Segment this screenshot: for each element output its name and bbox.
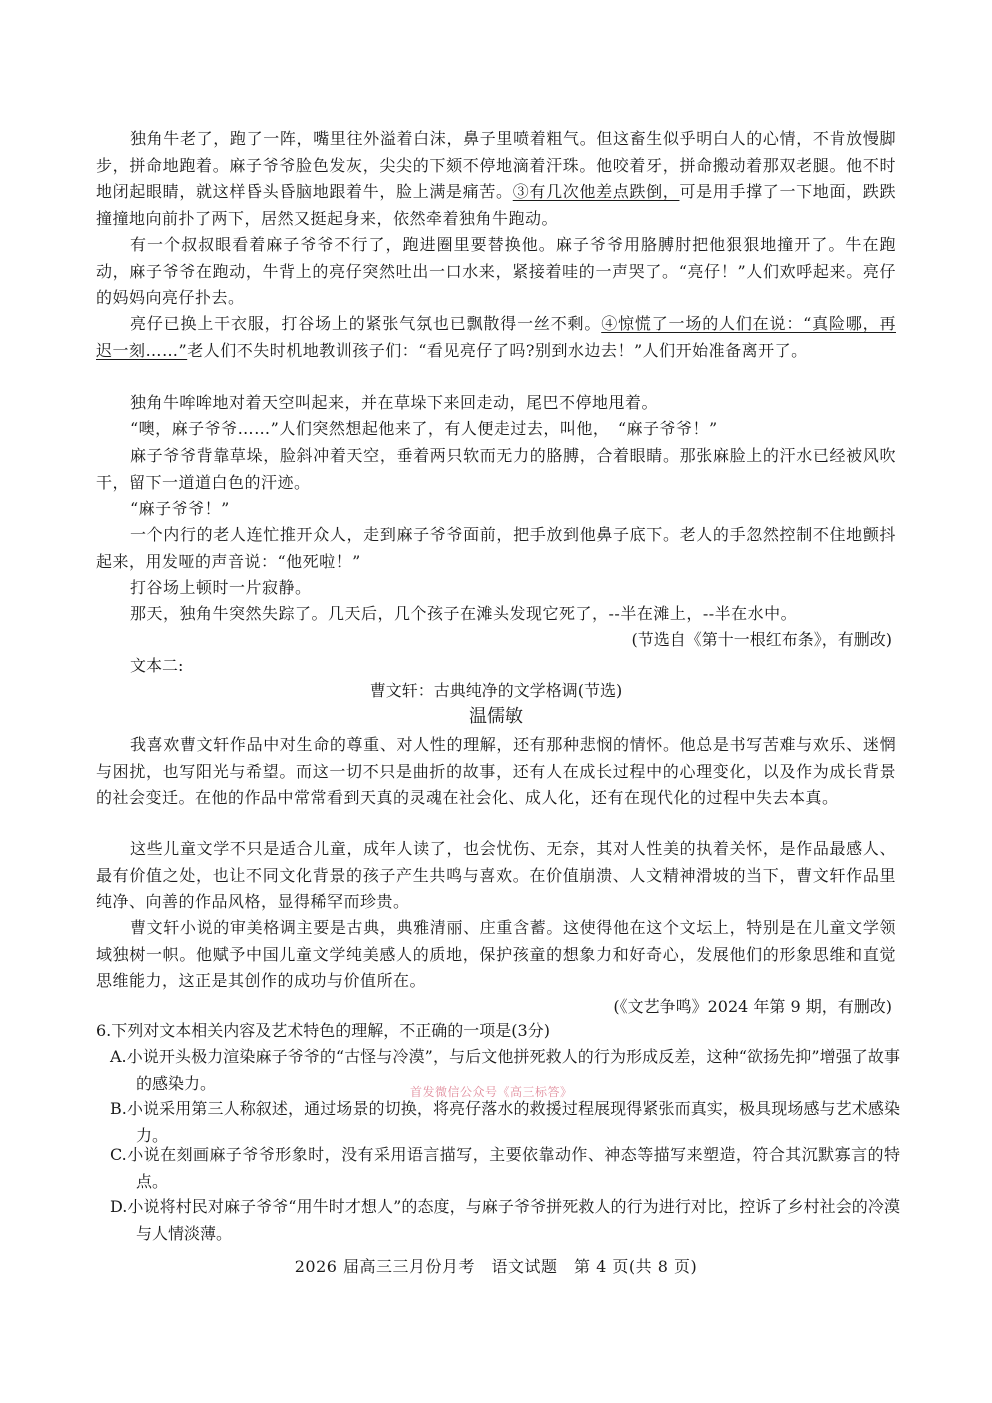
paragraph-aesthetic-style: 曹文轩小说的审美格调主要是古典，典雅清丽、庄重含蓄。这使得他在这个文坛上，特别是在儿童文学领域独树一帜。他赋予中国儿童文学纯美感人的质地，保护孩童的想象力和好奇心，发展他们的形象思维和直觉思维能力，这正是其创作的成功与价值所在。 [96,918,896,990]
paragraph-tension-fades [96,311,896,364]
text-run: 老人们不失时机地教训孩子们：“看见亮仔了吗?别到水边去！”人们开始准备离开了。 [187,340,808,360]
underlined-sentence-4: ④惊慌了一场的人们在说：“真险哪，再迟一刻……” [96,314,896,360]
text-run: 独角牛老了，跑了一阵，嘴里往外溢着白沫，鼻子里喷着粗气。但这畜生似乎明白人的心情，不肯放慢脚步，拼命地跑着。麻子爷爷脸色发灰，尖尖的下颏不停地滴着汗珠。他咬着牙，拼命搬动着那双老腿。他不时地闭起眼睛，就这样昏头昏脑地跟着牛，脸上满是痛苦。 [96,129,896,201]
option-c-text: C.小说在刻画麻子爷爷形象时，没有采用语言描写，主要依靠动作、神态等描写来塑造，符合其沉默寡言的特点。 [110,1145,900,1191]
paragraph-call-grandpa: “噢，麻子爷爷……”人们突然想起他来了，有人便走过去，叫他， “麻子爷爷！” [130,419,718,438]
underlined-sentence-3: ③有几次他差点跌倒， [512,182,680,201]
article-author: 温儒敏 [469,706,523,727]
paragraph-grandpa-still: 麻子爷爷背靠草垛，脸斜冲着天空，垂着两只软而无力的胳膊，合着眼睛。那张麻脸上的汗水已经被风吹干，留下一道道白色的汗迹。 [96,446,896,492]
paragraph-ox-running [96,126,896,232]
option-d [110,1194,900,1247]
text-run: 亮仔已换上干衣服，打谷场上的紧张气氛也已飘散得一丝不剩。 [130,314,602,333]
source-citation-1: (节选自《第十一根红布条》，有删改) [631,630,892,649]
paragraph-ox-mooing: 独角牛哞哞地对着天空叫起来，并在草垛下来回走动，尾巴不停地甩着。 [130,393,659,412]
page-footer: 2026 届高三三月份月考 语文试题 第 4 页(共 8 页) [294,1257,698,1276]
paragraph-call-again: “麻子爷爷！” [130,499,230,518]
paragraph-old-man-check: 一个内行的老人连忙推开众人，走到麻子爷爷面前，把手放到他鼻子底下。老人的手忽然控制不住地颤抖起来，用发哑的声音说：“他死啦！” [96,525,896,571]
paragraph-respect-life: 我喜欢曹文轩作品中对生命的尊重、对人性的理解，还有那种悲悯的情怀。他总是书写苦难与欢乐、迷惘与困扰，也写阳光与希望。而这一切不只是曲折的故事，还有人在成长过程中的心理变化，以及作为成长背景的社会变迁。在他的作品中常常看到天真的灵魂在社会化、成人化，还有在现代化的过程中失去本真。 [96,735,896,807]
paragraph-ox-gone: 那天，独角牛突然失踪了。几天后，几个孩子在滩头发现它死了，--半在滩上，--半在水中。 [130,604,798,623]
text-run: 可是用手撑了一下地面，跌跌撞撞地向前扑了两下，居然又挺起身来，依然牵着独角牛跑动。 [96,182,896,228]
paragraph-childrens-lit: 这些儿童文学不只是适合儿童，成年人读了，也会忧伤、无奈，其对人性美的执着关怀，是作品最感人、最有价值之处，也让不同文化背景的孩子产生共鸣与喜欢。在价值崩溃、人文精神滑坡的当下，曹文轩作品里纯净、向善的作品风格，显得稀罕而珍贵。 [96,839,896,911]
section-label-text-two: 文本二: [130,656,184,675]
article-title: 曹文轩：古典纯净的文学格调(节选) [369,681,623,700]
question-6-stem: 6.下列对文本相关内容及艺术特色的理解，不正确的一项是(3分) [96,1021,550,1040]
option-c [110,1142,900,1195]
watermark-text: 首发微信公众号《高三标答》 [410,1085,573,1099]
option-d-text: D.小说将村民对麻子爷爷“用牛时才想人”的态度，与麻子爷爷拼死救人的行为进行对比，控诉了乡村社会的冷漠与人情淡薄。 [110,1197,900,1243]
paragraph-silence: 打谷场上顿时一片寂静。 [130,578,312,597]
option-b-text: B.小说采用第三人称叙述，通过场景的切换，将亮仔落水的救援过程展现得紧张而真实，极具现场感与艺术感染力。 [110,1099,900,1145]
option-a-text: A.小说开头极力渲染麻子爷爷的“古怪与冷漠”，与后文他拼死救人的行为形成反差，这种“欲扬先抑”增强了故事的感染力。 [110,1047,900,1093]
source-citation-2: (《文艺争鸣》2024 年第 9 期，有删改) [613,997,892,1016]
paragraph-uncle-replace: 有一个叔叔眼看着麻子爷爷不行了，跑进圈里要替换他。麻子爷爷用胳膊肘把他狠狠地撞开了。牛在跑动，麻子爷爷在跑动，牛背上的亮仔突然吐出一口水来，紧接着哇的一声哭了。“亮仔！”人们欢呼起来。亮仔的妈妈向亮仔扑去。 [96,235,896,307]
